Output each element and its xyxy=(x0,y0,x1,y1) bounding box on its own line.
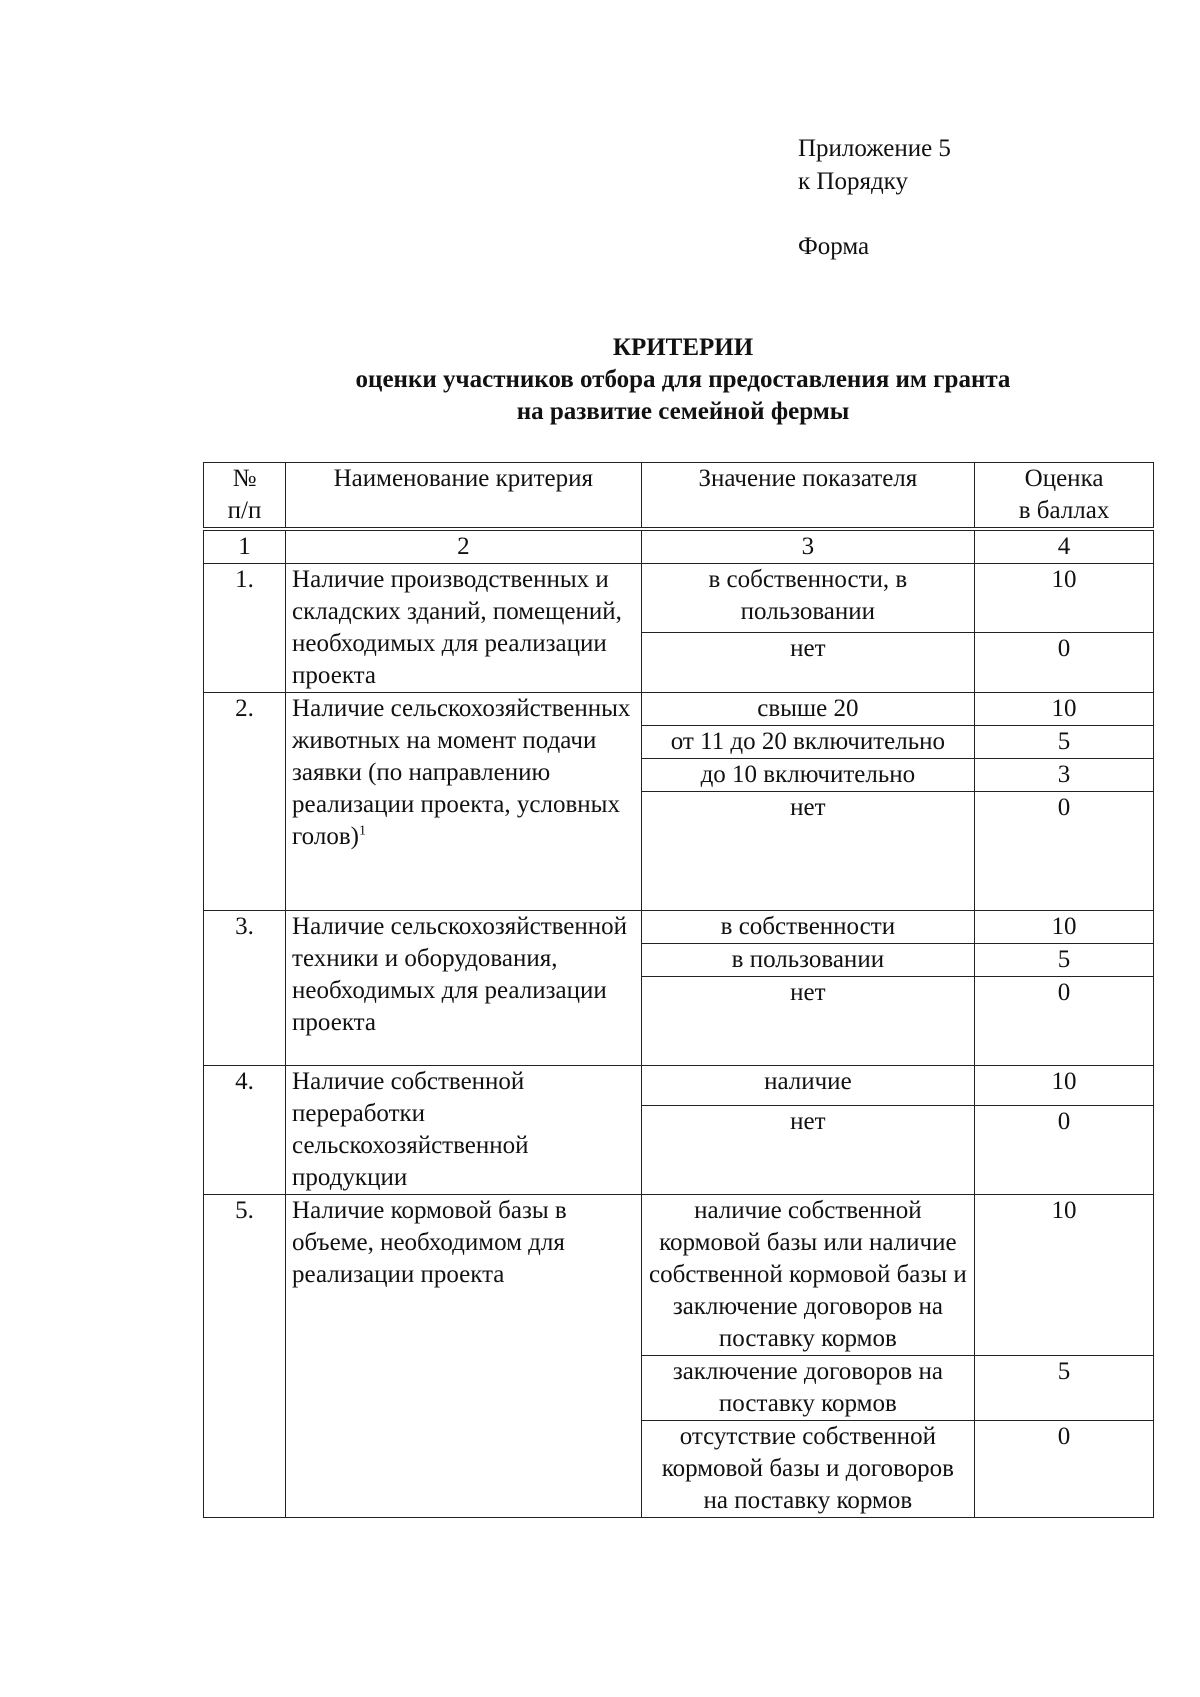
appendix-line-1: Приложение 5 xyxy=(798,135,951,162)
option-score: 5 xyxy=(975,944,1154,977)
table-header-row xyxy=(204,463,1154,530)
table-row xyxy=(204,693,1154,726)
appendix-block xyxy=(798,132,951,263)
option-score: 3 xyxy=(975,759,1154,792)
title-sub-1: оценки участников отбора для предоставления им гранта xyxy=(355,366,1011,393)
header-num-line-2: п/п xyxy=(227,497,262,524)
option-score: 10 xyxy=(975,564,1154,633)
option-score: 10 xyxy=(975,1066,1154,1106)
column-number: 4 xyxy=(975,529,1154,564)
header-value: Значение показателя xyxy=(641,463,974,530)
option-value: от 11 до 20 включительно xyxy=(641,726,974,759)
criterion-name-text: Наличие сельскохозяйственных животных на момент подачи заявки (по направлению реализации проекта, условных голов) xyxy=(292,695,631,850)
header-num-line-1: № xyxy=(232,465,257,492)
title-main: КРИТЕРИИ xyxy=(612,334,754,361)
option-value: в собственности, в пользовании xyxy=(641,564,974,633)
column-number-row xyxy=(204,529,1154,564)
option-score: 0 xyxy=(975,1106,1154,1195)
option-score: 0 xyxy=(975,977,1154,1066)
column-number: 3 xyxy=(641,529,974,564)
appendix-spacer xyxy=(798,198,951,230)
table-row xyxy=(204,1066,1154,1106)
header-num xyxy=(204,463,286,530)
option-value: до 10 включительно xyxy=(641,759,974,792)
option-value: нет xyxy=(641,632,974,692)
header-name: Наименование критерия xyxy=(286,463,642,530)
appendix-line-2: к Порядку xyxy=(798,168,908,195)
option-score: 0 xyxy=(975,792,1154,911)
option-value: заключение договоров на поставку кормов xyxy=(641,1356,974,1421)
option-score: 5 xyxy=(975,1356,1154,1421)
criterion-number: 5. xyxy=(204,1195,286,1518)
criterion-number: 1. xyxy=(204,564,286,693)
option-score: 0 xyxy=(975,632,1154,692)
option-value: в собственности xyxy=(641,911,974,944)
option-score: 10 xyxy=(975,693,1154,726)
criterion-name: Наличие сельскохозяйственной техники и оборудования, необходимых для реализации проекта xyxy=(286,911,642,1066)
option-score: 5 xyxy=(975,726,1154,759)
criterion-name: Наличие производственных и складских зданий, помещений, необходимых для реализации проекта xyxy=(286,564,642,693)
option-value: наличие xyxy=(641,1066,974,1106)
criterion-name xyxy=(286,693,642,911)
option-value: свыше 20 xyxy=(641,693,974,726)
table-row xyxy=(204,564,1154,633)
option-value: нет xyxy=(641,792,974,911)
column-number: 2 xyxy=(286,529,642,564)
footnote-marker: 1 xyxy=(358,823,366,839)
criterion-name: Наличие собственной переработки сельскохозяйственной продукции xyxy=(286,1066,642,1195)
form-label: Форма xyxy=(798,233,870,260)
criterion-name: Наличие кормовой базы в объеме, необходимом для реализации проекта xyxy=(286,1195,642,1518)
table-row xyxy=(204,1195,1154,1356)
option-value: наличие собственной кормовой базы или наличие собственной кормовой базы и заключение договоров на поставку кормов xyxy=(641,1195,974,1356)
header-score-line-2: в баллах xyxy=(1018,497,1110,524)
document-title xyxy=(0,332,1200,428)
option-score: 0 xyxy=(975,1421,1154,1518)
option-value: нет xyxy=(641,1106,974,1195)
header-score-line-1: Оценка xyxy=(1024,465,1104,492)
column-number: 1 xyxy=(204,529,286,564)
criteria-table xyxy=(203,462,1154,1518)
title-sub-2: на развитие семейной фермы xyxy=(516,398,850,425)
option-score: 10 xyxy=(975,1195,1154,1356)
criterion-number: 2. xyxy=(204,693,286,911)
option-value: нет xyxy=(641,977,974,1066)
table-row xyxy=(204,911,1154,944)
option-value: отсутствие собственной кормовой базы и договоров на поставку кормов xyxy=(641,1421,974,1518)
criterion-number: 4. xyxy=(204,1066,286,1195)
option-value: в пользовании xyxy=(641,944,974,977)
criterion-number: 3. xyxy=(204,911,286,1066)
header-score xyxy=(975,463,1154,530)
option-score: 10 xyxy=(975,911,1154,944)
